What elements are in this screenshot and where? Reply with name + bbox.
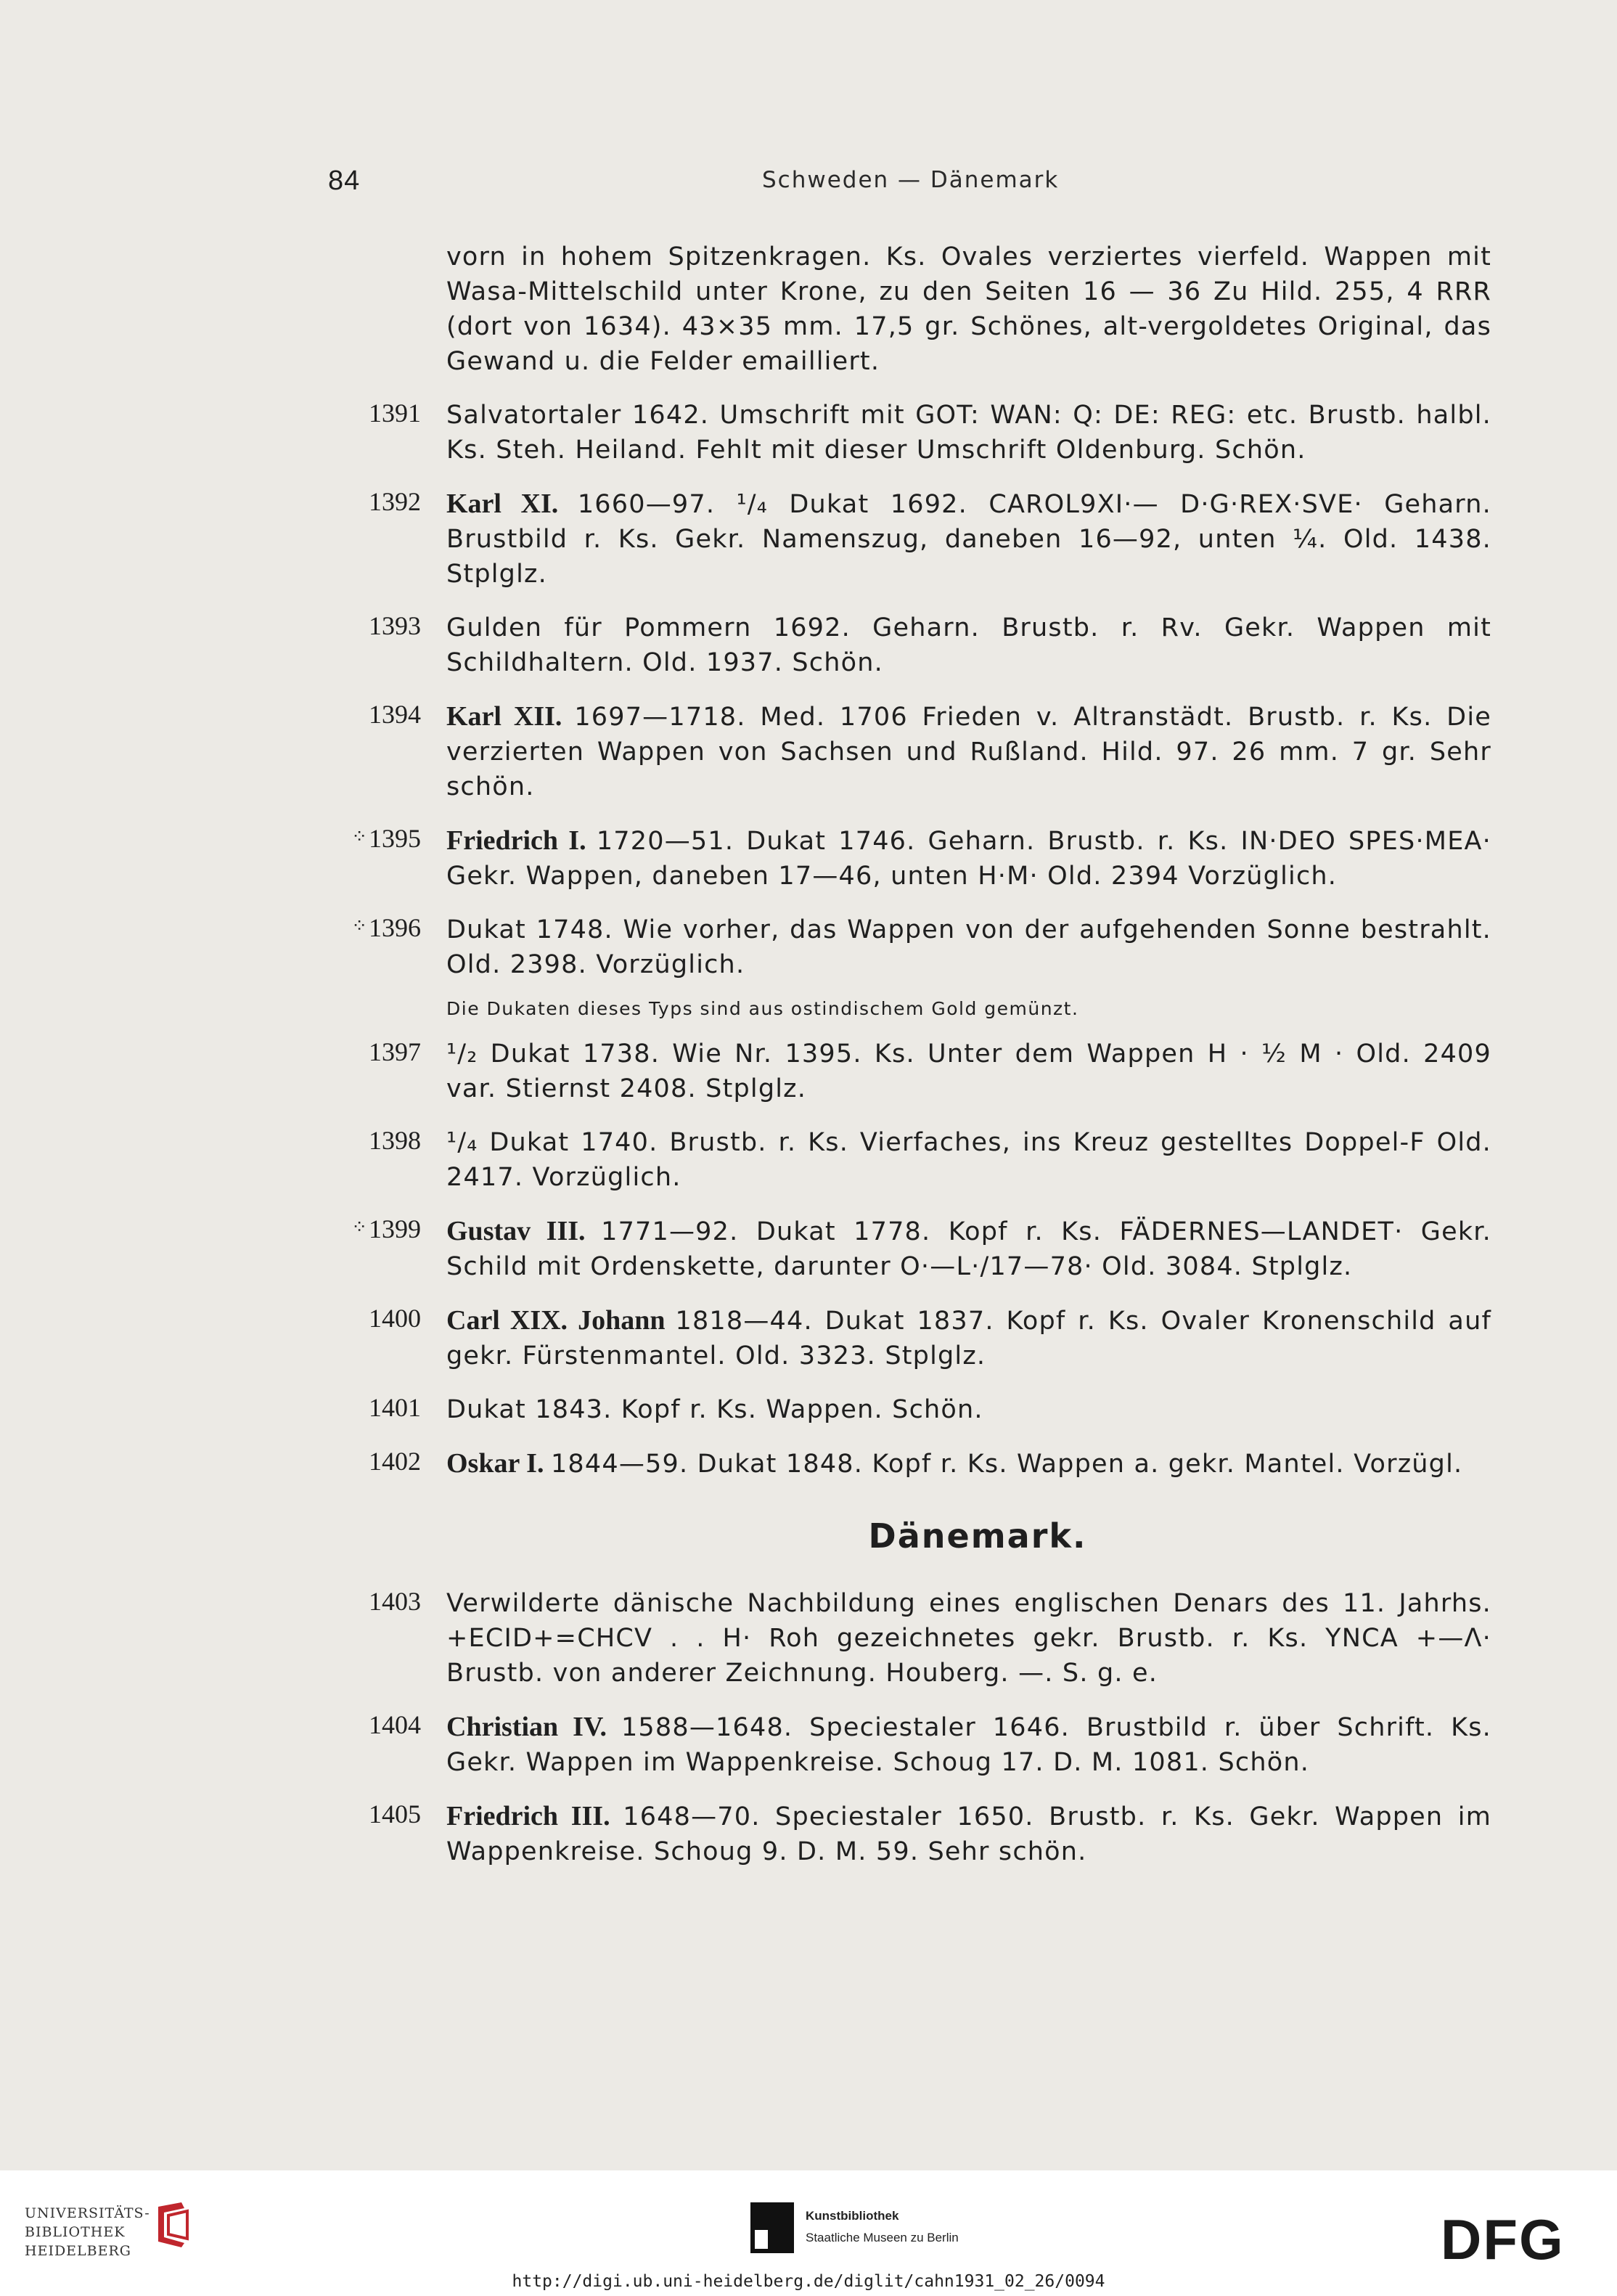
entry-number: ⁘1396 [351, 913, 421, 942]
star-marker-icon: ⁘ [351, 1217, 367, 1238]
entry-number: 1391 [369, 399, 421, 428]
kunstbibliothek-logo-icon [750, 2202, 794, 2253]
catalog-entry [335, 610, 1504, 680]
uni-logo-line: HEIDELBERG [25, 2243, 131, 2259]
entry-list-schweden [335, 398, 1504, 1482]
page-number: 84 [328, 166, 361, 196]
catalog-entry [335, 823, 1504, 894]
catalog-entry [335, 1125, 1504, 1195]
running-title: Schweden — Dänemark [762, 167, 1060, 193]
footer-bar [0, 2170, 1617, 2296]
entry-number: ⁘1395 [351, 824, 421, 853]
uni-heidelberg-logo[interactable] [25, 2204, 150, 2260]
entry-text: Oskar I. 1844—59. Dukat 1848. Kopf r. Ks. Wappen a. gekr. Mantel. Vorzügl. [446, 1448, 1463, 1479]
star-marker-icon: ⁘ [351, 915, 367, 936]
section-title: Dänemark. [868, 1516, 1087, 1556]
permalink-url[interactable]: http://digi.ub.uni-heidelberg.de/diglit/cahn1931_02_26/0094 [512, 2272, 1105, 2291]
catalog-entry [335, 1303, 1504, 1373]
catalog-entry [335, 1037, 1504, 1106]
entry-text: ¹/₄ Dukat 1740. Brustb. r. Ks. Vierfaches, ins Kreuz gestelltes Doppel-F Old. 2417. Vorzüglich. [446, 1128, 1491, 1192]
entry-number: 1394 [369, 700, 421, 729]
entry-text: Dukat 1843. Kopf r. Ks. Wappen. Schön. [446, 1395, 983, 1424]
catalog-entry [335, 486, 1504, 592]
entry-text: ¹/₂ Dukat 1738. Wie Nr. 1395. Ks. Unter dem Wappen H · ½ M · Old. 2409 var. Stiernst 2408. Stplglz. [446, 1039, 1491, 1103]
entry-number: 1405 [369, 1799, 421, 1829]
entry-text: Gustav III. 1771—92. Dukat 1778. Kopf r. Ks. FÄDERNES—LANDET· Gekr. Schild mit Ordenskette, darunter O·—L·/17—78· Old. 3084. Stplglz. [446, 1216, 1491, 1281]
entry-number: 1402 [369, 1447, 421, 1476]
ruler-name: Friedrich III. [446, 1801, 623, 1831]
entry-text: Karl XI. 1660—97. ¹/₄ Dukat 1692. CAROL9XI·— D·G·REX·SVE· Geharn. Brustbild r. Ks. Gekr. Namenszug, daneben 16—92, unten ¼. Old. 1438. Stplglz. [446, 489, 1491, 589]
catalog-entry [335, 699, 1504, 804]
uni-logo-line: BIBLIOTHEK [25, 2224, 126, 2240]
catalog-entry [335, 1586, 1504, 1691]
catalog-entry [335, 1214, 1504, 1284]
entry-number: 1397 [369, 1037, 421, 1066]
ruler-name: Christian IV. [446, 1712, 621, 1742]
catalog-entry [335, 1446, 1504, 1482]
entry-text: Verwilderte dänische Nachbildung eines englischen Denars des 11. Jahrhs. +ECID+=CHCV . . H· Roh gezeichnetes gekr. Brustb. r. Ks. YNCA +—Λ· Brustb. von anderer Zeichnung. Houberg. —. S. g. e. [446, 1589, 1491, 1688]
entry-number: 1404 [369, 1710, 421, 1739]
entry-list-daenemark [335, 1586, 1504, 1869]
entry-number: 1403 [369, 1587, 421, 1616]
uni-logo-line: UNIVERSITÄTS- [25, 2205, 150, 2221]
entry-text: Gulden für Pommern 1692. Geharn. Brustb. r. Rv. Gekr. Wappen mit Schildhaltern. Old. 1937. Schön. [446, 613, 1491, 677]
kunstbibliothek-label[interactable] [806, 2205, 959, 2249]
kb-title: Kunstbibliothek [806, 2209, 899, 2223]
dfg-logo[interactable]: DFG [1441, 2207, 1565, 2271]
ruler-name: Oskar I. [446, 1448, 551, 1479]
entry-text: Carl XIX. Johann 1818—44. Dukat 1837. Kopf r. Ks. Ovaler Kronenschild auf gekr. Fürstenmantel. Old. 3323. Stplglz. [446, 1305, 1491, 1370]
catalog-body [335, 240, 1504, 1888]
ruler-name: Friedrich I. [446, 825, 597, 856]
entry-number: 1393 [369, 611, 421, 640]
entry-number: 1401 [369, 1393, 421, 1422]
catalog-entry [335, 398, 1504, 467]
star-marker-icon: ⁘ [351, 826, 367, 847]
uni-heidelberg-mark-icon [152, 2199, 193, 2250]
entry-text: Salvatortaler 1642. Umschrift mit GOT: WAN: Q: DE: REG: etc. Brustb. halbl. Ks. Steh. Heiland. Fehlt mit dieser Umschrift Oldenburg. Schön. [446, 401, 1491, 465]
entry-text: Karl XII. 1697—1718. Med. 1706 Frieden v. Altranstädt. Brustb. r. Ks. Die verzierten Wappen von Sachsen und Rußland. Hild. 97. 26 mm. 7 gr. Sehr schön. [446, 701, 1491, 801]
entry-number: 1398 [369, 1126, 421, 1155]
entry-text: Christian IV. 1588—1648. Speciestaler 1646. Brustbild r. über Schrift. Ks. Gekr. Wappen im Wappenkreise. Schoug 17. D. M. 1081. Schön. [446, 1712, 1491, 1777]
page-header [0, 166, 1617, 202]
entry-number: 1400 [369, 1304, 421, 1333]
kb-subtitle: Staatliche Museen zu Berlin [806, 2231, 959, 2244]
ruler-name: Carl XIX. Johann [446, 1305, 676, 1336]
catalog-entry [335, 1392, 1504, 1427]
continued-entry [335, 240, 1504, 379]
catalog-entry [335, 1799, 1504, 1869]
entry-number: ⁘1399 [351, 1214, 421, 1243]
entry-text: vorn in hohem Spitzenkragen. Ks. Ovales verziertes vierfeld. Wappen mit Wasa-Mittelschild unter Krone, zu den Seiten 16 — 36 Zu Hild. 255, 4 RRR (dort von 1634). 43×35 mm. 17,5 gr. Schönes, alt-vergoldetes Original, das Gewand u. die Felder emailliert. [446, 242, 1491, 376]
catalog-entry [335, 1709, 1504, 1780]
entry-text: Friedrich I. 1720—51. Dukat 1746. Geharn. Brustb. r. Ks. IN·DEO SPES·MEA· Gekr. Wappen, daneben 17—46, unten H·M· Old. 2394 Vorzüglich. [446, 825, 1491, 891]
entry-text: Dukat 1748. Wie vorher, das Wappen von der aufgehenden Sonne bestrahlt. Old. 2398. Vorzüglich. [446, 915, 1491, 979]
ruler-name: Gustav III. [446, 1216, 602, 1246]
ruler-name: Karl XI. [446, 489, 578, 519]
entry-footnote: Die Dukaten dieses Typs sind aus ostindischem Gold gemünzt. [446, 998, 1079, 1019]
catalog-entry [335, 912, 1504, 982]
entry-number: 1392 [369, 487, 421, 516]
entry-text: Friedrich III. 1648—70. Speciestaler 1650. Brustb. r. Ks. Gekr. Wappen im Wappenkreise. Schoug 9. D. M. 59. Sehr schön. [446, 1801, 1491, 1866]
ruler-name: Karl XII. [446, 701, 575, 732]
